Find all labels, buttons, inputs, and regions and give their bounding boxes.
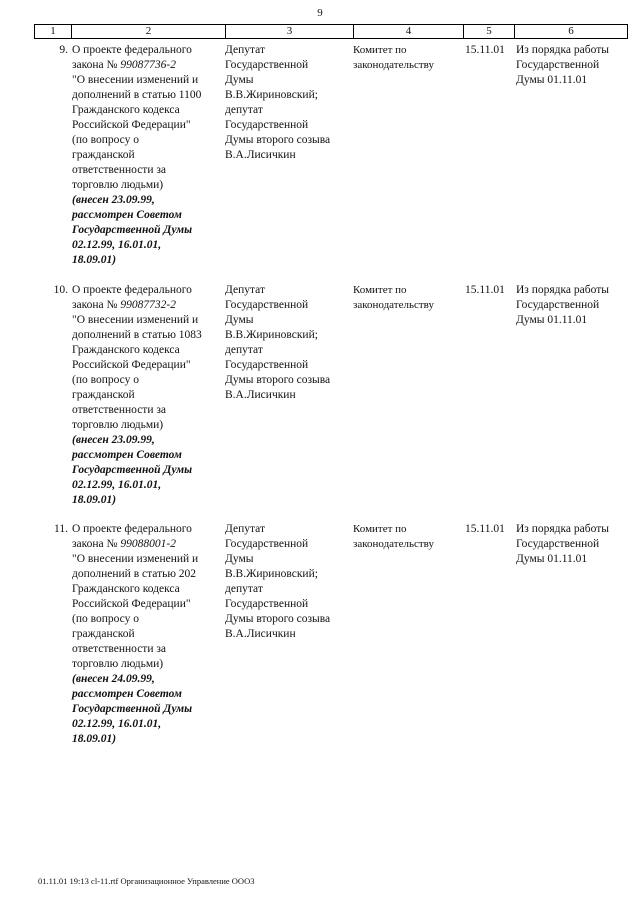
law-number-line [72, 537, 222, 552]
authors-cell [225, 283, 351, 403]
author-line: Депутат [225, 523, 265, 535]
bill-description-line: Гражданского кодекса [72, 344, 180, 356]
law-number-prefix: закона № [72, 299, 121, 311]
bill-status-note-line: 18.09.01) [72, 733, 117, 745]
status-line: Думы 01.11.01 [516, 314, 588, 326]
bill-description-line: Российской Федерации" [72, 359, 191, 371]
author-line: Думы [225, 553, 254, 565]
bill-status-note-line: 18.09.01) [72, 494, 117, 506]
author-line: Государственной [225, 538, 309, 550]
author-line: Государственной [225, 359, 309, 371]
bill-title-cell [72, 522, 222, 747]
status-line: Государственной [516, 59, 600, 71]
author-line: В.А.Лисичкин [225, 628, 296, 640]
status-line: Государственной [516, 538, 600, 550]
bill-title-line: О проекте федерального [72, 284, 192, 296]
author-line: В.А.Лисичкин [225, 389, 296, 401]
bill-status-note-line: Государственной Думы [72, 464, 193, 476]
bill-description-line: (по вопросу о [72, 134, 139, 146]
bill-description-line: дополнений в статью 1083 [72, 329, 202, 341]
column-header-table [34, 24, 628, 39]
law-number-line [72, 298, 222, 313]
author-line: Государственной [225, 598, 309, 610]
bill-description-line: ответственности за [72, 643, 167, 655]
bill-status-note-line: Государственной Думы [72, 224, 193, 236]
bill-description-line: "О внесении изменений и [72, 553, 199, 565]
bill-status-note-line: (внесен 24.09.99, [72, 673, 155, 685]
bill-description-line: ответственности за [72, 164, 167, 176]
bill-status-note-line: рассмотрен Советом [72, 449, 182, 461]
authors-cell [225, 43, 351, 163]
committee-cell [353, 43, 461, 73]
status-line: Из порядка работы [516, 284, 609, 296]
column-header-1: 1 [35, 25, 72, 39]
author-line: В.В.Жириновский; [225, 89, 318, 101]
law-number-line [72, 58, 222, 73]
bill-status-note-line: рассмотрен Советом [72, 209, 182, 221]
column-header-row [35, 25, 628, 39]
committee-cell [353, 522, 461, 552]
bill-description-line: Гражданского кодекса [72, 104, 180, 116]
author-line: Думы [225, 314, 254, 326]
entry-number: 10. [53, 284, 68, 296]
bill-description-line: дополнений в статью 1100 [72, 89, 202, 101]
column-header-6: 6 [515, 25, 628, 39]
bill-status-note-line: 18.09.01) [72, 254, 117, 266]
bill-status-note-line: Государственной Думы [72, 703, 193, 715]
author-line: Государственной [225, 119, 309, 131]
bill-description-line: ответственности за [72, 404, 167, 416]
law-number: 99087736-2 [120, 59, 176, 71]
author-line: В.А.Лисичкин [225, 149, 296, 161]
law-number-prefix: закона № [72, 59, 121, 71]
author-line: Думы второго созыва [225, 613, 331, 625]
committee-line: Комитет по [353, 284, 407, 296]
author-line: Депутат [225, 284, 265, 296]
author-line: Государственной [225, 59, 309, 71]
date-cell: 15.11.01 [465, 44, 505, 56]
bill-title-cell [72, 283, 222, 508]
bill-description-line: гражданской [72, 628, 135, 640]
entry-number: 9. [59, 44, 68, 56]
bill-description-line: торговлю людьми) [72, 658, 164, 670]
column-header-3: 3 [226, 25, 354, 39]
committee-cell [353, 283, 461, 313]
page-number: 9 [317, 7, 323, 19]
committee-line: Комитет по [353, 44, 407, 56]
law-number: 99087732-2 [120, 299, 176, 311]
bill-status-note-line: 02.12.99, 16.01.01, [72, 718, 162, 730]
status-line: Думы 01.11.01 [516, 553, 588, 565]
status-cell [516, 522, 631, 567]
status-line: Из порядка работы [516, 44, 609, 56]
bill-description-line: "О внесении изменений и [72, 74, 199, 86]
column-header-5: 5 [464, 25, 515, 39]
bill-status-note-line: рассмотрен Советом [72, 688, 182, 700]
status-cell [516, 43, 631, 88]
bill-status-note-line: (внесен 23.09.99, [72, 434, 155, 446]
bill-description-line: Российской Федерации" [72, 598, 191, 610]
status-line: Из порядка работы [516, 523, 609, 535]
author-line: Думы второго созыва [225, 374, 331, 386]
law-number-prefix: закона № [72, 538, 121, 550]
column-header-4: 4 [354, 25, 464, 39]
date-cell: 15.11.01 [465, 284, 505, 296]
author-line: депутат [225, 104, 263, 116]
bill-description-line: "О внесении изменений и [72, 314, 199, 326]
bill-description-line: (по вопросу о [72, 374, 139, 386]
bill-description-line: дополнений в статью 202 [72, 568, 197, 580]
bill-description-line: (по вопросу о [72, 613, 139, 625]
law-number: 99088001-2 [120, 538, 176, 550]
author-line: Депутат [225, 44, 265, 56]
bill-description-line: Гражданского кодекса [72, 583, 180, 595]
committee-line: законодательству [353, 538, 434, 550]
bill-description-line: торговлю людьми) [72, 179, 164, 191]
bill-description-line: гражданской [72, 149, 135, 161]
status-line: Думы 01.11.01 [516, 74, 588, 86]
author-line: Думы [225, 74, 254, 86]
author-line: В.В.Жириновский; [225, 568, 318, 580]
footer-text: 01.11.01 19:13 cl-11.rtf Организационное Управление ООО3 [38, 876, 255, 886]
author-line: депутат [225, 344, 263, 356]
bill-title-line: О проекте федерального [72, 44, 192, 56]
bill-status-note-line: 02.12.99, 16.01.01, [72, 479, 162, 491]
column-header-2: 2 [72, 25, 226, 39]
author-line: В.В.Жириновский; [225, 329, 318, 341]
status-line: Государственной [516, 299, 600, 311]
bill-title-line: О проекте федерального [72, 523, 192, 535]
author-line: Думы второго созыва [225, 134, 331, 146]
status-cell [516, 283, 631, 328]
bill-description-line: торговлю людьми) [72, 419, 164, 431]
bill-description-line: гражданской [72, 389, 135, 401]
committee-line: законодательству [353, 299, 434, 311]
author-line: депутат [225, 583, 263, 595]
bill-title-cell [72, 43, 222, 268]
committee-line: Комитет по [353, 523, 407, 535]
author-line: Государственной [225, 299, 309, 311]
bill-description-line: Российской Федерации" [72, 119, 191, 131]
authors-cell [225, 522, 351, 642]
committee-line: законодательству [353, 59, 434, 71]
bill-status-note-line: 02.12.99, 16.01.01, [72, 239, 162, 251]
date-cell: 15.11.01 [465, 523, 505, 535]
bill-status-note-line: (внесен 23.09.99, [72, 194, 155, 206]
entry-number: 11. [54, 523, 68, 535]
